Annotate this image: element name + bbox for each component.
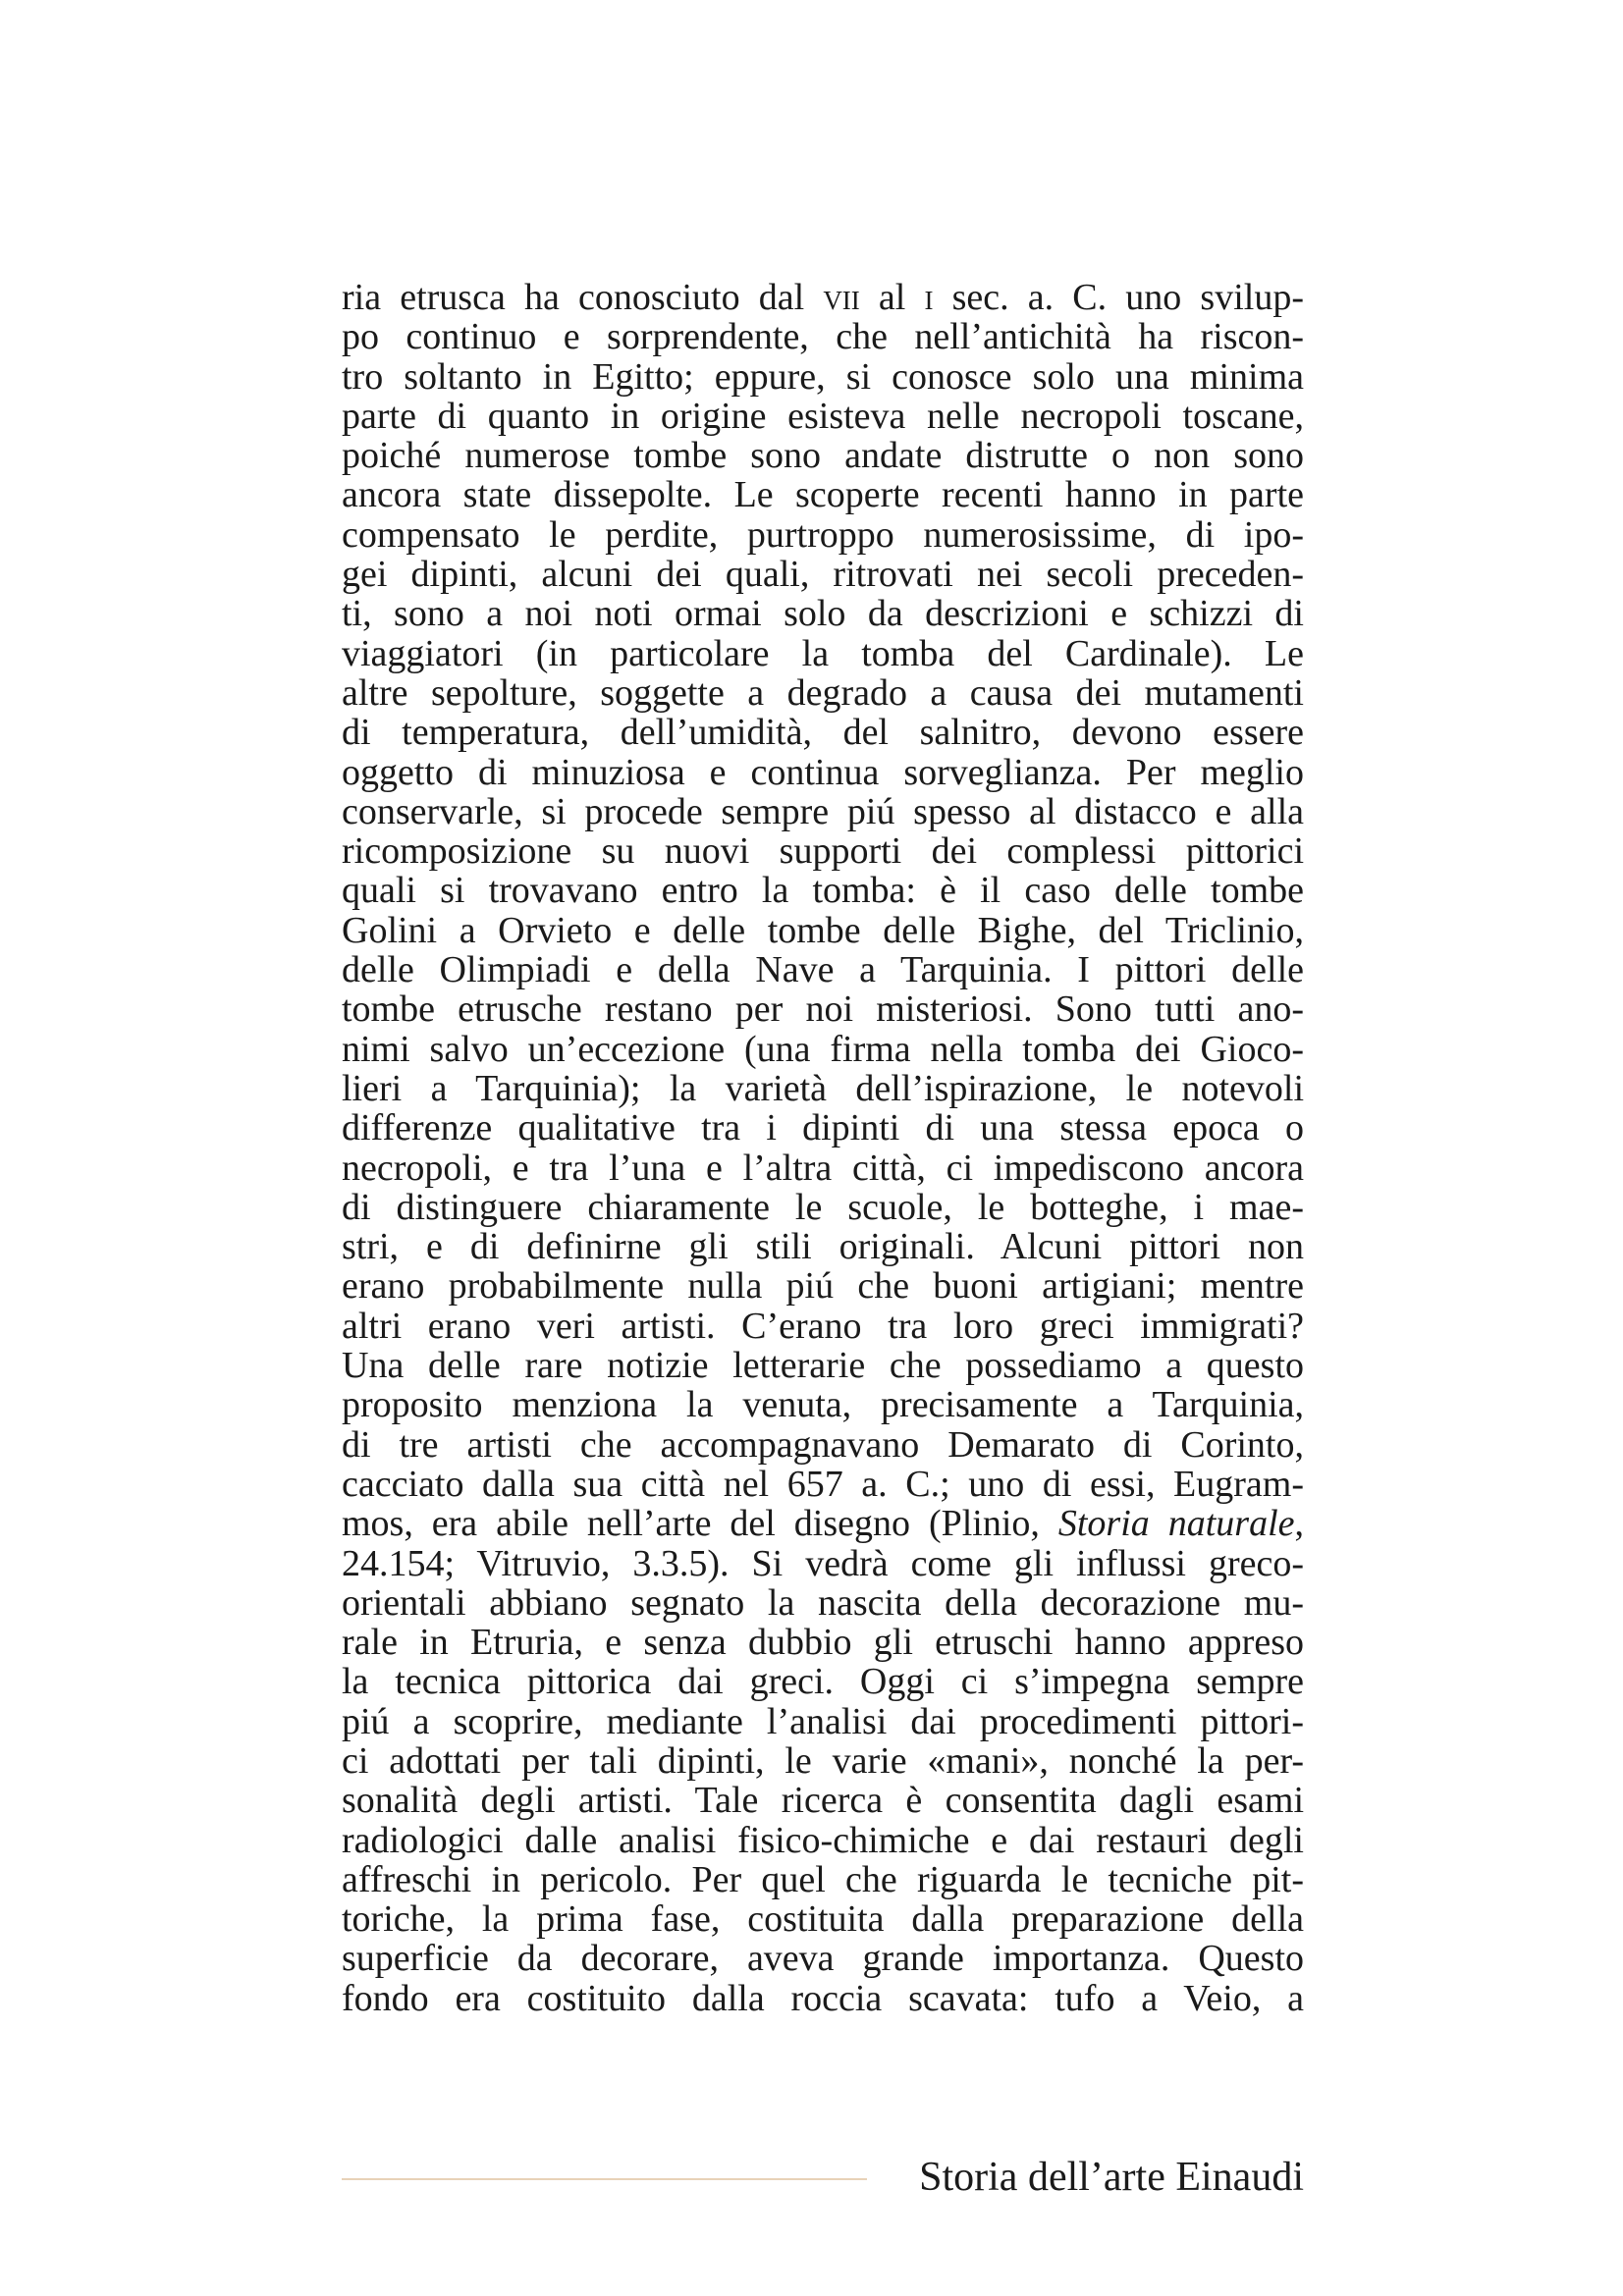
text-line: di temperatura, dell’umidità, del salnitro, devono essere [342,712,1304,754]
text-line: superficie da decorare, aveva grande importanza. Questo [342,1938,1304,1980]
text-line: toriche, la prima fase, costituita dalla preparazione della [342,1898,1304,1941]
text-line: erano probabilmente nulla piú che buoni artigiani; mentre [342,1265,1304,1308]
text-line: tombe etrusche restano per noi misteriosi. Sono tutti ano- [342,988,1304,1031]
text-line: di tre artisti che accompagnavano Demarato di Corinto, [342,1423,1304,1466]
text-line: ria etrusca ha conosciuto dal vii al i sec. a. C. uno svilup- [342,277,1304,318]
text-line: ti, sono a noi noti ormai solo da descrizioni e schizzi di [342,593,1304,635]
text-line: necropoli, e tra l’una e l’altra città, ci impediscono ancora [342,1147,1304,1189]
text-line: piú a scoprire, mediante l’analisi dai procedimenti pittori- [342,1700,1304,1742]
text-line: ci adottati per tali dipinti, le varie «mani», nonché la per- [342,1739,1304,1782]
century-numeral: vii [823,277,860,318]
text-line: radiologici dalle analisi fisico-chimiche e dai restauri degli [342,1819,1304,1861]
text-line: ancora state dissepolte. Le scoperte recenti hanno in parte [342,474,1304,516]
text-line: Golini a Orvieto e delle tombe delle Bighe, del Triclinio, [342,909,1304,951]
text-line: mos, era abile nell’arte del disegno (Plinio, Storia naturale, [342,1503,1304,1545]
footer-publication-title: Storia dell’arte Einaudi [919,2155,1304,2200]
text-line: differenze qualitative tra i dipinti di una stessa epoca o [342,1107,1304,1149]
text-line: delle Olimpiadi e della Nave a Tarquinia. I pittori delle [342,949,1304,991]
text-line: orientali abbiano segnato la nascita della decorazione mu- [342,1581,1304,1624]
text-line: rale in Etruria, e senza dubbio gli etruschi hanno appreso [342,1622,1304,1664]
text-line: parte di quanto in origine esisteva nelle necropoli toscane, [342,395,1304,437]
text-line: Una delle rare notizie letterarie che possediamo a questo [342,1345,1304,1387]
book-title-italic: Storia naturale [1057,1503,1295,1545]
text-line: tro soltanto in Egitto; eppure, si conosce solo una minima [342,355,1304,398]
text-line: altri erano veri artisti. C’erano tra loro greci immigrati? [342,1305,1304,1347]
text-line: viaggiatori (in particolare la tomba del Cardinale). Le [342,632,1304,674]
body-text [342,278,1304,2018]
text-line: cacciato dalla sua città nel 657 a. C.; uno di essi, Eugram- [342,1463,1304,1505]
text-line: fondo era costituito dalla roccia scavata: tufo a Veio, a [342,1977,1304,2019]
text-line: quali si trovavano entro la tomba: è il caso delle tombe [342,870,1304,912]
text-line: compensato le perdite, purtroppo numerosissime, di ipo- [342,513,1304,556]
text-line: lieri a Tarquinia); la varietà dell’ispirazione, le notevoli [342,1067,1304,1109]
text-line: nimi salvo un’eccezione (una firma nella tomba dei Gioco- [342,1028,1304,1070]
text-line: po continuo e sorprendente, che nell’antichità ha riscon- [342,316,1304,358]
century-numeral: i [924,277,934,318]
text-line: stri, e di definirne gli stili originali. Alcuni pittori non [342,1226,1304,1268]
text-line: gei dipinti, alcuni dei quali, ritrovati nei secoli preceden- [342,554,1304,596]
text-line: proposito menziona la venuta, precisamente a Tarquinia, [342,1384,1304,1426]
text-line: di distinguere chiaramente le scuole, le botteghe, i mae- [342,1186,1304,1228]
footer-divider [342,2178,867,2180]
text-line: affreschi in pericolo. Per quel che riguarda le tecniche pit- [342,1858,1304,1900]
text-line: oggetto di minuziosa e continua sorveglianza. Per meglio [342,751,1304,793]
text-line: la tecnica pittorica dai greci. Oggi ci s’impegna sempre [342,1661,1304,1703]
text-line: poiché numerose tombe sono andate distrutte o non sono [342,435,1304,477]
text-line: conservarle, si procede sempre piú spesso al distacco e alla [342,790,1304,832]
text-line: 24.154; Vitruvio, 3.3.5). Si vedrà come gli influssi greco- [342,1542,1304,1584]
text-line: altre sepolture, soggette a degrado a causa dei mutamenti [342,671,1304,714]
text-line: sonalità degli artisti. Tale ricerca è consentita dagli esami [342,1780,1304,1822]
text-line: ricomposizione su nuovi supporti dei complessi pittorici [342,830,1304,873]
